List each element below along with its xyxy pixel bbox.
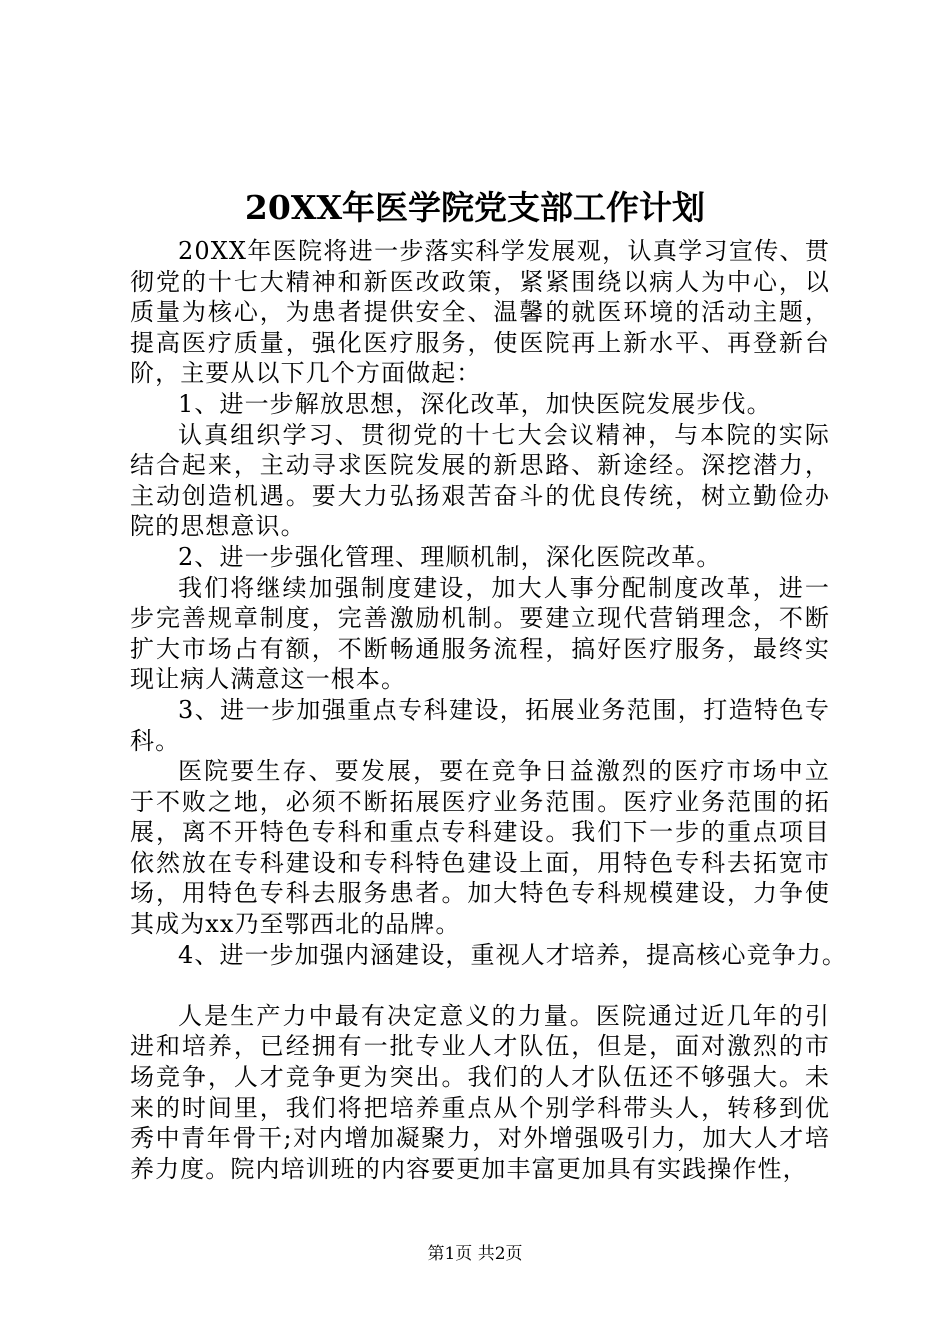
section-heading-3: 3、进一步加强重点专科建设，拓展业务范围，打造特色专科。 — [130, 695, 830, 755]
section-heading-4: 4、进一步加强内涵建设，重视人才培养，提高核心竞争力。 — [178, 940, 847, 969]
document-title: 20XX年医学院党支部工作计划 — [244, 188, 706, 227]
page-footer: 第1页 共2页 — [427, 1244, 523, 1264]
section-paragraph-4: 人是生产力中最有决定意义的力量。医院通过近几年的引进和培养，已经拥有一批专业人才队伍，但是，面对激烈的市场竞争，人才竞争更为突出。我们的人才队伍还不够强大。未来的时间里，我们将把培养重点从个别学科带头人，转移到优秀中青年骨干;对内增加凝聚力，对外增强吸引力，加大人才培养力度。院内培训班的内容要更加丰富更加具有实践操作性， — [130, 1001, 830, 1183]
blank-line — [130, 970, 830, 1001]
section-paragraph-3: 医院要生存、要发展，要在竞争日益激烈的医疗市场中立于不败之地，必须不断拓展医疗业务范围。医疗业务范围的拓展，离不开特色专科和重点专科建设。我们下一步的重点项目依然放在专科建设和专科特色建设上面，用特色专科去拓宽市场，用特色专科去服务患者。加大特色专科规模建设，力争使其成为xx乃至鄂西北的品牌。 — [130, 757, 830, 939]
section-heading-1: 1、进一步解放思想，深化改革，加快医院发展步伐。 — [178, 389, 772, 418]
section-paragraph-1: 认真组织学习、贯彻党的十七大会议精神，与本院的实际结合起来，主动寻求医院发展的新思路、新途经。深挖潜力，主动创造机遇。要大力弘扬艰苦奋斗的优良传统，树立勤俭办院的思想意识。 — [130, 420, 830, 541]
section-paragraph-2: 我们将继续加强制度建设，加大人事分配制度改革，进一步完善规章制度，完善激励机制。要建立现代营销理念，不断扩大市场占有额，不断畅通服务流程，搞好医疗服务，最终实现让病人满意这一根本。 — [130, 573, 830, 694]
document-body — [130, 236, 847, 1184]
section-heading-2: 2、进一步强化管理、理顺机制，深化医院改革。 — [178, 542, 722, 571]
intro-paragraph: 20XX年医院将进一步落实科学发展观，认真学习宣传、贯彻党的十七大精神和新医改政策，紧紧围绕以病人为中心，以质量为核心，为患者提供安全、温馨的就医环境的活动主题，提高医疗质量，强化医疗服务，使医院再上新水平、再登新台阶，主要从以下几个方面做起： — [130, 237, 830, 388]
